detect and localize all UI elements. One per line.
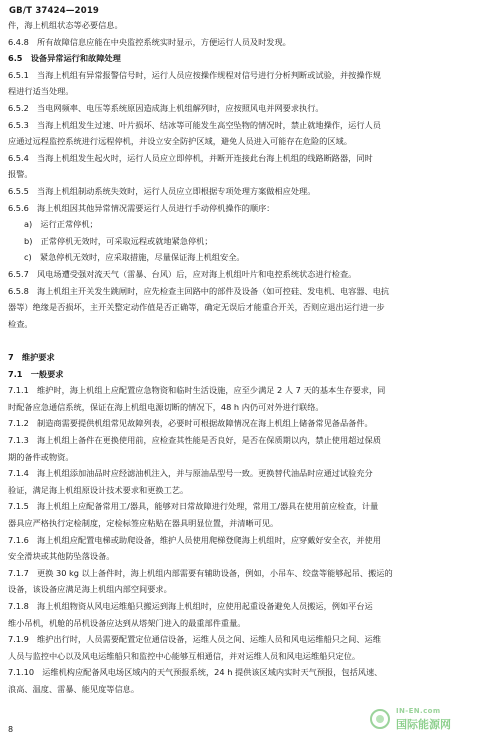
text-line: 检查。	[8, 318, 33, 329]
text-line: 浪高、温度、雷暴、能见度等信息。	[8, 684, 140, 694]
text-line: 7.1.5 海上机组上应配备常用工/器具，能够对日常故障进行处理，常用工/器具在使用前应检查，计量	[8, 501, 379, 512]
text-line: 7.1.3 海上机组上备件在更换使用前，应检查其性能是否良好，是否在保质期以内，禁止使用超过保质	[8, 435, 381, 445]
text-line: 安全滑块或其他防坠落设备。	[8, 551, 115, 562]
text-line: 6.5.1 当海上机组有异常报警信号时，运行人员应按操作规程对信号进行分析判断或试验，并按操作规	[8, 69, 381, 80]
text-line: 7.1.2 制造商需要提供机组常见故障列表，必要时可根据故障情况在海上机组上储备常见备品备件。	[8, 418, 373, 429]
text-line: 6.5.4 当海上机组发生起火时，运行人员应立即停机，并断开连接此台海上机组的线路断路器，同时	[8, 152, 373, 163]
text-line: 维小吊机，机舱的吊机设备应达到从塔架门进入的最重部件重量。	[8, 617, 246, 628]
text-line: 7.1.1 维护时，海上机组上应配置应急物资和临时生活设施，应至少满足 2 人 7 天的基本生存要求，同	[8, 385, 386, 396]
text-line: 6.5.6 海上机组因其他异常情况需要运行人员进行手动停机操作的顺序：	[8, 202, 275, 213]
text-line: a) 运行正常停机；	[24, 219, 98, 230]
text-line: 器具应严格执行定检制度，定检标签应粘贴在器具明显位置，并清晰可见。	[8, 518, 279, 528]
text-line: 验证，满足海上机组原设计技术要求和更换工艺。	[8, 484, 189, 495]
text-line: 设备，该设备应满足海上机组内部空间要求。	[8, 584, 172, 595]
text-line: 人员与监控中心以及风电运维船只和监控中心能够互相通信，并对运维人员和风电运维船只定位。	[8, 650, 361, 661]
section-heading: 6.5 设备异常运行和故障处理	[8, 53, 121, 64]
watermark-cn: 国际能源网	[396, 718, 451, 731]
text-line: 7.1.4 海上机组添加油品时应经滤油机注入，并与原油品型号一致。更换替代油品时应通过试验充分	[8, 468, 373, 479]
text-line: 应通过远程监控系统进行远程停机，并设立安全防护区域，避免人员进入可能存在危险的区域。	[8, 136, 352, 147]
text-line: 7.1.9 维护出行时，人员需要配置定位通信设备，运维人员之间、运维人员和风电运维船只之间、运维	[8, 634, 381, 645]
globe-icon	[370, 709, 390, 729]
text-line: 7.1.10 运维机构应配备风电场区域内的天气预报系统，24 h 提供该区域内实时天气预报，包括风速、	[8, 667, 383, 678]
standard-header: GB/T 37424—2019	[9, 6, 100, 16]
text-line: 6.5.8 海上机组主开关发生跳闸时，应先检查主回路中的部件及设备（如可控硅、发电机、电容器、电抗	[8, 285, 390, 296]
watermark-en: IN-EN.com	[396, 707, 441, 715]
text-line: 报警。	[8, 169, 33, 180]
text-line: 6.5.5 当海上机组制动系统失效时，运行人员应立即根据专项处理方案做相应处理。	[8, 186, 316, 196]
text-line: 时配备应急通信系统，保证在海上机组电源切断的情况下，48 h 内仍可对外进行联络。	[8, 401, 324, 412]
text-line: 6.5.2 当电网频率、电压等系统原因造成海上机组解列时，应按照风电并网要求执行。	[8, 103, 324, 113]
text-line: 期的备件或物资。	[8, 451, 74, 462]
text-line: 程进行适当处理。	[8, 86, 74, 97]
text-line: 6.4.8 所有故障信息应能在中央监控系统实时显示，方便运行人员及时发现。	[8, 36, 291, 47]
text-line: 7.1.6 海上机组应配置电梯或助爬设备，维护人员使用爬梯登爬海上机组时，应穿戴好安全衣，并使用	[8, 534, 381, 545]
text-line: 6.5.3 当海上机组发生过速、叶片损坏、结冰等可能发生高空坠物的情况时，禁止就地操作，运行人员	[8, 119, 381, 130]
text-line: 7.1.7 更换 30 kg 以上备件时，海上机组内部需要有辅助设备，例如，小吊车、绞盘等能够起吊、搬运的	[8, 567, 393, 578]
section-heading: 7.1 一般要求	[8, 368, 64, 379]
text-line: 6.5.7 风电场遭受强对流天气（雷暴、台风）后，应对海上机组叶片和电控系统状态进行检查。	[8, 269, 357, 279]
text-line: 7.1.8 海上机组物资从风电运维船只搬运到海上机组时，应使用起重设备避免人员搬运，例如平台运	[8, 601, 373, 611]
watermark-logo	[370, 706, 478, 732]
text-line: c) 紧急停机无效时，应采取措施，尽量保证海上机组安全。	[24, 252, 245, 263]
page-number: 8	[8, 725, 14, 734]
text-line: 器等）绝缘是否损坏，主开关整定动作值是否正确等，确定无误后才能重合开关，否则应退出运行进一步	[8, 302, 385, 313]
text-line: b) 正常停机无效时，可采取远程或就地紧急停机；	[24, 235, 213, 246]
section-heading: 7 维护要求	[8, 352, 55, 362]
text-line: 件，海上机组状态等必要信息。	[8, 20, 123, 30]
